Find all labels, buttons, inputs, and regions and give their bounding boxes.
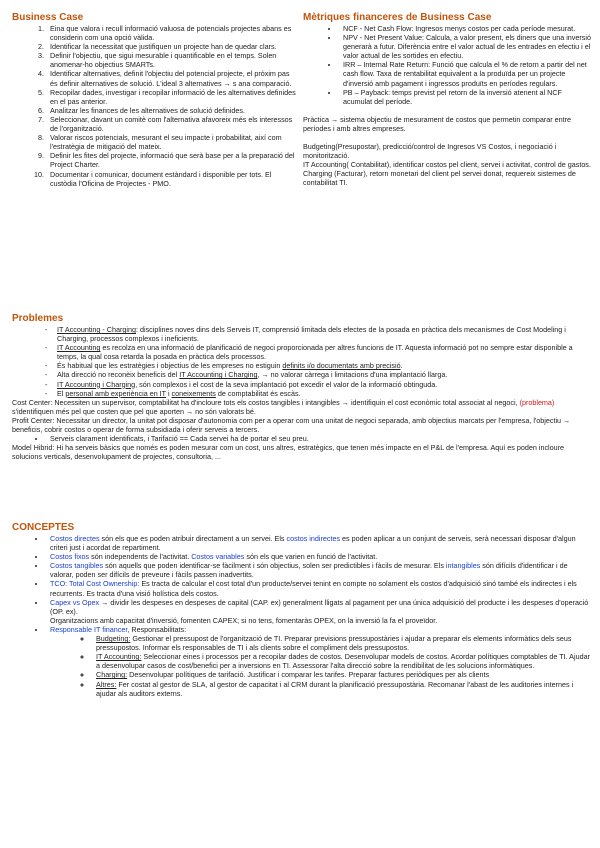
metriques-section (303, 12, 591, 188)
concept-text: , Responsabilitats: (127, 624, 187, 634)
problem-link: personal amb experiència en IT (65, 388, 166, 398)
problem-text: És habitual que les estratègies i objectius de les empreses no estiguin (57, 361, 283, 371)
problem-text: i (165, 388, 172, 398)
concept-text: són difícils d'identificar i de valorar, poden ser difícils de preveure i fàcils passen inadvertits. (50, 561, 568, 580)
concept-text: són independents de l'activitat. (89, 552, 192, 562)
list-item (57, 370, 590, 379)
business-case-steps (12, 24, 298, 188)
concept-term: Capex vs Opex (50, 597, 100, 607)
list-item (57, 343, 590, 361)
concept-text: són aquells que poden identificar-se fàcilment i són objectius, solen ser predictibles i fàcils de mesurar. Els (103, 561, 446, 571)
cost-center-after: s'identifiquen més pel que costen que pel que aporten → no són valorats bé. (12, 406, 256, 416)
list-item: 6. Analitzar les finances de les alternatives de solució definides. (46, 106, 298, 115)
concept-text: es poden aplicar a un conjunt de serveis, serà necessari disposar d'algun criteri just i acordat de repartiment. (50, 534, 576, 553)
list-item (92, 652, 590, 670)
concept-text: Es tracta de calcular el cost total d'un producte/servei tenint en compte no solament els costos d'adquisició sinó també els indirectes i els recurrents. Es tracta d'una visió holística dels costos. (50, 579, 577, 598)
cost-center-before: Cost Center: Necessiten un supervisor, comptabilitat ha d'incloure tots els costos tangibles i intangibles → identifiquin el cost econòmic total associat al negoci, (12, 397, 520, 407)
profit-center-text: Profit Center: Necessitar un director, la unitat pot disposar d'autonomia com per a operar com una unitat de negoci separada, amb objectius marcats per l'empresa, l'objectiu → beneficis, cobrir costos o operar de forma subsidiada i oferir serveis a tercers. (12, 415, 571, 435)
list-item (46, 598, 590, 625)
problem-highlight: (problema) (519, 397, 555, 407)
list-item: • PB – Payback: temps previst pel retorn de la inversió atenent al NCF acumulat del període. (339, 88, 591, 106)
problem-link: IT Accounting - Charging (57, 325, 136, 334)
problem-text: : disciplines noves dins dels Serveis IT, comprensió limitada dels efectes de la posada en pràctica dels mecanismes de Cost Modeling i Charging, processos complexos i ineficients. (57, 325, 566, 344)
list-item: 1. Eina que valora i recull informació valuosa de potencials projectes abans es considerin com una opció vàlida. (46, 24, 298, 42)
responsibility-label: Altres: (96, 679, 117, 689)
problem-text: El (57, 388, 66, 398)
concept-text: Organitzacions amb capacitat d'inversió, fomenten CAPEX; si no tens, fomentaràs OPEX, on la inversió la fa el proveïdor. (50, 615, 438, 625)
list-item (46, 579, 590, 597)
list-item: • NCF - Net Cash Flow: Ingresos menys costos per cada període mesurat. (339, 24, 591, 33)
problem-link: coneixements (171, 388, 216, 398)
problem-text: es recolza en una informació de planificació de negoci proporcionada per altres funcions de IT. Aquesta informació pot no sempre estar disponible a temps, la qual cosa retarda la posada en pràctica dels processos. (57, 343, 573, 362)
concept-term: costos indirectes (286, 534, 341, 543)
problem-text: , són complexos i el cost de la seva implantació pot excedir el valor de la informació obtinguda. (135, 379, 438, 389)
responsibility-label: Budgeting: (96, 634, 131, 644)
list-item: 8. Valorar riscos potencials, mesurant el seu impacte i probabilitat, així com l'estratègia de mitigació del mateix. (46, 133, 298, 151)
list-item (92, 670, 590, 679)
list-item (57, 380, 590, 389)
concept-term: Responsable IT financer (50, 624, 128, 634)
list-item (92, 634, 590, 652)
serveis-list (12, 434, 590, 443)
it-accounting-text: IT Accounting( Contabilitat), identificar costos pel client, servei i activitat, control de gastos. (303, 160, 591, 170)
list-item (57, 361, 590, 370)
concept-term: intangibles (445, 561, 481, 571)
list-item: 7. Seleccionar, davant un comitè com l'alternativa afavoreix més els interessos de l'organització. (46, 115, 298, 133)
practica-text: Pràctica → sistema objectiu de mesurament de costos que permetin comparar entre períodes i amb altres empreses. (303, 114, 572, 133)
list-item (92, 680, 590, 698)
list-item: 9. Definir les fites del projecte, informació que serà base per a la preparació del Project Charter. (46, 151, 298, 169)
metriques-list (303, 24, 591, 106)
cost-center-text (12, 398, 590, 416)
concept-term: Costos fixos (50, 552, 90, 562)
concept-text: són els que varien en funció de l'activitat. (244, 552, 378, 562)
concept-term: TCO: Total Cost Ownership: (50, 579, 140, 589)
problem-link: definits i/o documentats amb precisió (282, 361, 401, 371)
list-item: 4. Identificar alternatives, definit l'objectiu del potencial projecte, el pròxim pas és definir alternatives de solució. L'ideal 3 alternatives → s ana comparació. (46, 69, 298, 87)
responsibility-text: Gestionar el pressupost de l'organització de TI. Preparar previsions pressupostàries i ajudar a preparar els elements informàtics dels seus pressupostos. Informar els responsables de TI i als clients sobre el compliment dels pressupostos. (96, 634, 572, 653)
problem-link: IT Accounting i Charging (57, 379, 136, 389)
list-item (46, 552, 590, 561)
list-item: 2. Identificar la necessitat que justifiquen un projecte han de quedar clars. (46, 42, 298, 51)
responsibility-label: IT Accounting: (96, 652, 142, 662)
problemes-title: Problemes (12, 313, 64, 324)
concept-term: Costos variables (191, 552, 245, 562)
concept-term: Costos tangibles (50, 561, 104, 571)
list-item: 5. Recopilar dades, investigar i recopilar informació de les alternatives definides en el pas anterior. (46, 88, 298, 106)
responsabilitats-list (50, 634, 590, 698)
business-case-title: Business Case (12, 12, 84, 23)
responsibility-text: Seleccionar eines i processos per a recopilar dades de costos. Desenvolupar models de costos. Acordar polítiques comptables de TI. Ajudar a desenvolupar casos de cost/benefici per a inversions en TI. Assessorar l'alta direcció sobre la rendibilitat de les solucions informàtiques. (96, 652, 590, 671)
responsibility-text: Fer costat al gestor de SLA, al gestor de capacitat i al CRM durant la planificació pressupostària. Recomanar l'abast de les auditories internes i ajudar als auditors externs. (96, 679, 574, 698)
budgeting-text: Budgeting(Presupostar), predicció/control de Ingresos VS Costos, i negociació i monitorització. (303, 142, 557, 161)
list-item (46, 561, 590, 579)
problem-link: IT Accounting (57, 343, 101, 353)
problem-text: Alta direcció no reconèix beneficis del (57, 370, 180, 380)
concept-text: → dividir les despeses en despeses de capital (CAP. ex) generalment lligats al pagament per una única adquisició del producte i les despeses d'operació (OP. ex). (50, 597, 589, 616)
responsibility-label: Charging: (96, 670, 128, 680)
list-item: • Serveis clarament identificats, i Tarifació == Cada servei ha de portar el seu preu. (46, 434, 590, 443)
model-hibrid-text: Model Hibrid: Hi ha serveis bàsics que només es poden mesurar com un cost, uns altres, estratègics, que tenen més impacte en el P&L de l'empresa. Aquí es poden incloure solucions verticals, desenvolupament de projectes, consultoria, ... (12, 443, 565, 462)
business-case-section (12, 12, 298, 188)
list-item: 3. Definir l'objectiu, que sigui mesurable i quantificable en el temps. Solen anomenar-ho objectius SMARTs. (46, 51, 298, 69)
problem-text: , → no valorar càrrega i limitacions d'una implantació llarga. (257, 370, 448, 380)
problemes-section (12, 313, 590, 461)
list-item (57, 389, 590, 398)
charging-text: Charging (Facturar), retorn monetari del client pel servei donat, requereix sistemes de contabilitat TI. (303, 169, 576, 188)
list-item: • NPV - Net Present Value: Calcula, a valor present, els diners que una inversió generarà a futur. Diferència entre el valor actual de les entrades en efectiu i el valor actual de les sortides en efectiu. (339, 33, 591, 60)
list-item (46, 534, 590, 552)
list-item: • IRR – Internal Rate Return: Funció que calcula el % de retorn a partir del net cash flow. Taxa de rentabilitat equivalent a la produïda per un projecte d'inversió amb pagament i ingressos produïts en períodes regulars. (339, 60, 591, 87)
concept-term: Costos directes (50, 534, 100, 543)
concepts-title: CONCEPTES (12, 522, 75, 533)
metriques-title: Mètriques financeres de Business Case (303, 12, 492, 23)
problemes-list (12, 325, 590, 398)
list-item (46, 625, 590, 698)
problem-link: IT Accounting i Charging (179, 370, 258, 380)
problem-text: . (400, 361, 403, 371)
list-item (57, 325, 590, 343)
list-item: 10. Documentar i comunicar, document estàndard i disponible per tots. El custòdia l'Oficina de Projectes - PMO. (46, 170, 298, 188)
problem-text: de comptabilitat és escàs. (215, 388, 301, 398)
concepts-section (12, 522, 590, 698)
responsibility-text: Desenvolupar polítiques de tarifació. Justificar i comparar les tarifes. Preparar factures periòdiques per als clients (127, 670, 490, 680)
concepts-list (12, 534, 590, 698)
concept-text: són els que es poden atribuir directament a un servei. Els (99, 534, 287, 543)
